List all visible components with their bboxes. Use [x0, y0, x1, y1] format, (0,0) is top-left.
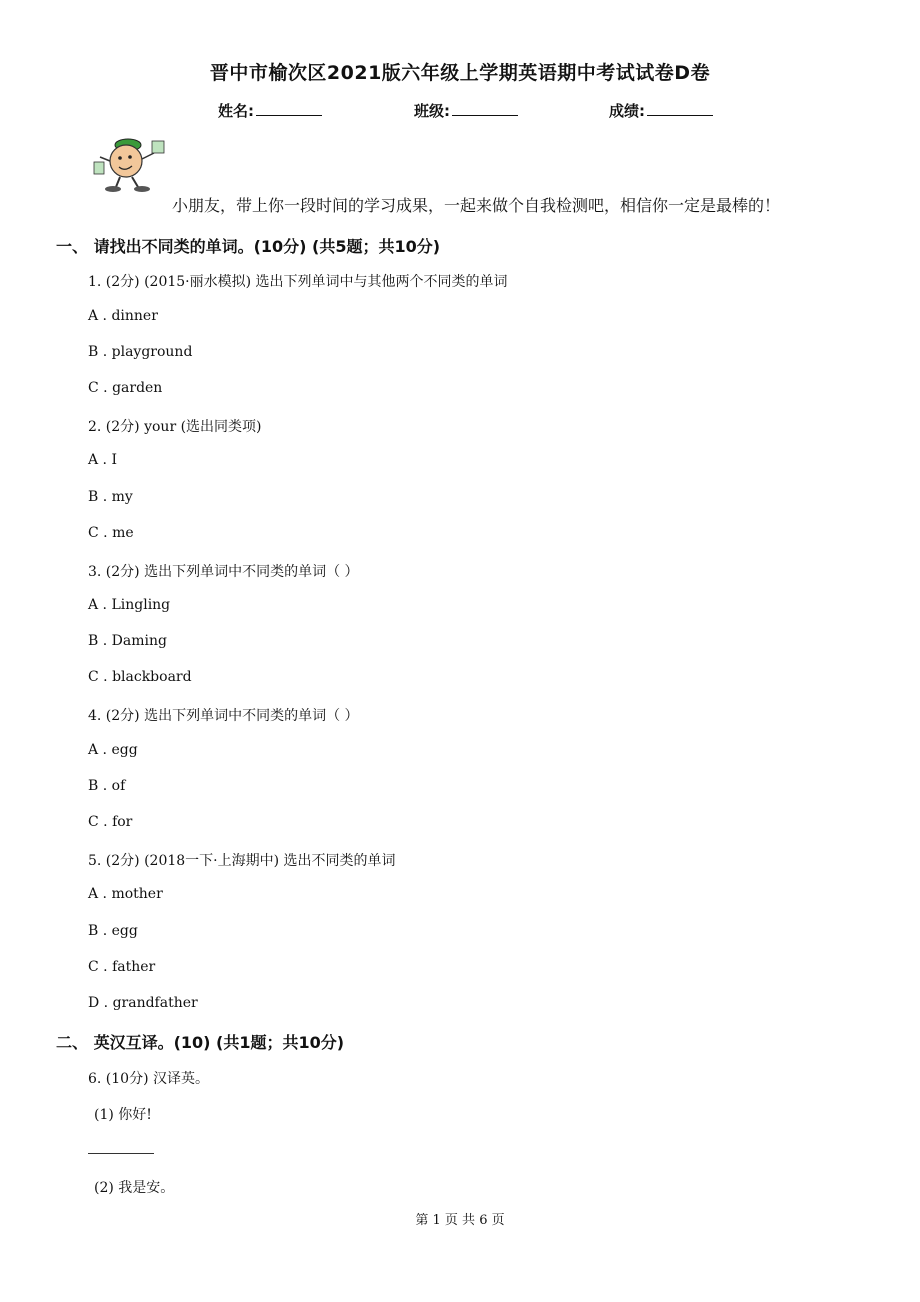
- section-heading-1: 一、 请找出不同类的单词。(10分) (共5题；共10分): [56, 237, 441, 256]
- class-field: [414, 100, 518, 121]
- question-1-stem: 1. (2分) (2015·丽水模拟) 选出下列单词中与其他两个不同类的单词: [88, 274, 508, 290]
- page-title: 晋中市榆次区2021版六年级上学期英语期中考试试卷D卷: [209, 62, 711, 84]
- question-4-option-a: A . egg: [88, 742, 138, 758]
- score-label: 成绩:: [609, 102, 645, 120]
- question-1-option-a: A . dinner: [88, 308, 158, 324]
- question-4-option-b: B . of: [88, 778, 126, 794]
- score-field: [609, 100, 713, 121]
- answer-blank-1[interactable]: [88, 1153, 154, 1154]
- question-2-stem: 2. (2分) your (选出同类项): [88, 419, 262, 435]
- greeting-text: 小朋友，带上你一段时间的学习成果，一起来做个自我检测吧，相信你一定是最棒的！: [172, 196, 781, 215]
- question-6-stem: 6. (10分) 汉译英。: [88, 1071, 209, 1087]
- question-6-sub-2: (2) 我是安。: [94, 1180, 175, 1196]
- question-3-option-b: B . Daming: [88, 633, 167, 649]
- question-5-option-b: B . egg: [88, 923, 138, 939]
- question-3-option-a: A . Lingling: [88, 597, 171, 613]
- question-5-option-d: D . grandfather: [88, 995, 198, 1011]
- question-5-stem: 5. (2分) (2018一下·上海期中) 选出不同类的单词: [88, 853, 396, 869]
- score-blank: [647, 101, 713, 116]
- class-label: 班级:: [414, 102, 450, 120]
- question-1-option-c: C . garden: [88, 380, 163, 396]
- question-6-sub-1: (1) 你好!: [94, 1107, 152, 1123]
- name-label: 姓名:: [218, 102, 254, 120]
- question-3-option-c: C . blackboard: [88, 669, 192, 685]
- question-4-option-c: C . for: [88, 814, 133, 830]
- mascot-icon: [92, 133, 170, 195]
- name-field: [218, 100, 322, 121]
- question-2-option-c: C . me: [88, 525, 134, 541]
- question-5-option-a: A . mother: [88, 886, 163, 902]
- section-heading-2: 二、 英汉互译。(10) (共1题；共10分): [56, 1033, 345, 1052]
- question-1-option-b: B . playground: [88, 344, 193, 360]
- question-2-option-a: A . I: [88, 452, 117, 468]
- name-blank: [256, 101, 322, 116]
- class-blank: [452, 101, 518, 116]
- question-2-option-b: B . my: [88, 489, 133, 505]
- page-footer: 第 1 页 共 6 页: [415, 1213, 505, 1228]
- question-5-option-c: C . father: [88, 959, 156, 975]
- question-3-stem: 3. (2分) 选出下列单词中不同类的单词（ ）: [88, 564, 359, 580]
- question-4-stem: 4. (2分) 选出下列单词中不同类的单词（ ）: [88, 708, 359, 724]
